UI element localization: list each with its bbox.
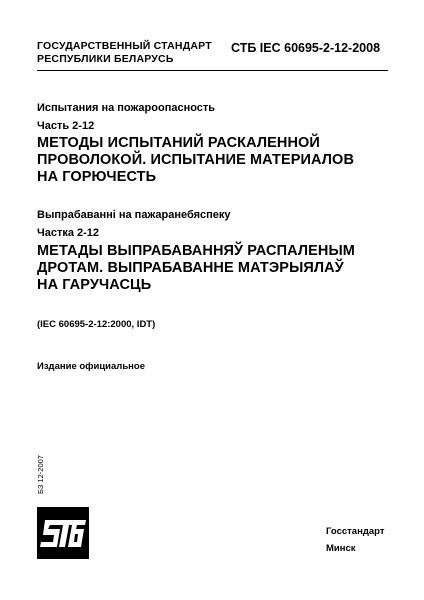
official-edition-label: Издание официальное [37,361,145,372]
russian-subtitle: Испытания на пожароопасность [37,102,216,114]
standard-designation: СТБ IEC 60695-2-12-2008 [231,41,381,55]
vertical-bulletin-note: БЗ 12-2007 [36,455,45,494]
belarusian-subtitle: Выпрабаванні на пажаранебяспеку [37,209,231,221]
publisher-city: Минск [326,543,356,554]
belarusian-part-number: Частка 2-12 [37,227,100,239]
russian-title: МЕТОДЫ ИСПЫТАНИЙ РАСКАЛЕННОЙ ПРОВОЛОКОЙ. ИСПЫТАНИЕ МАТЕРИАЛОВ НА ГОРЮЧЕСТЬ [37,135,355,185]
standard-country-header: ГОСУДАРСТВЕННЫЙ СТАНДАРТ РЕСПУБЛИКИ БЕЛАРУСЬ [37,40,212,65]
iec-reference: (IEC 60695-2-12:2000, IDT) [37,319,156,330]
belarusian-title: МЕТАДЫ ВЫПРАБАВАННЯЎ РАСПАЛЕНЫМ ДРОТАМ. ВЫПРАБАВАННЕ МАТЭРЫЯЛАЎ НА ГАРУЧАСЦЬ [37,243,355,293]
russian-part-number: Часть 2-12 [37,120,95,132]
header-divider [37,70,388,71]
publisher-name: Госстандарт [326,526,385,537]
stb-logo-icon [37,507,89,559]
